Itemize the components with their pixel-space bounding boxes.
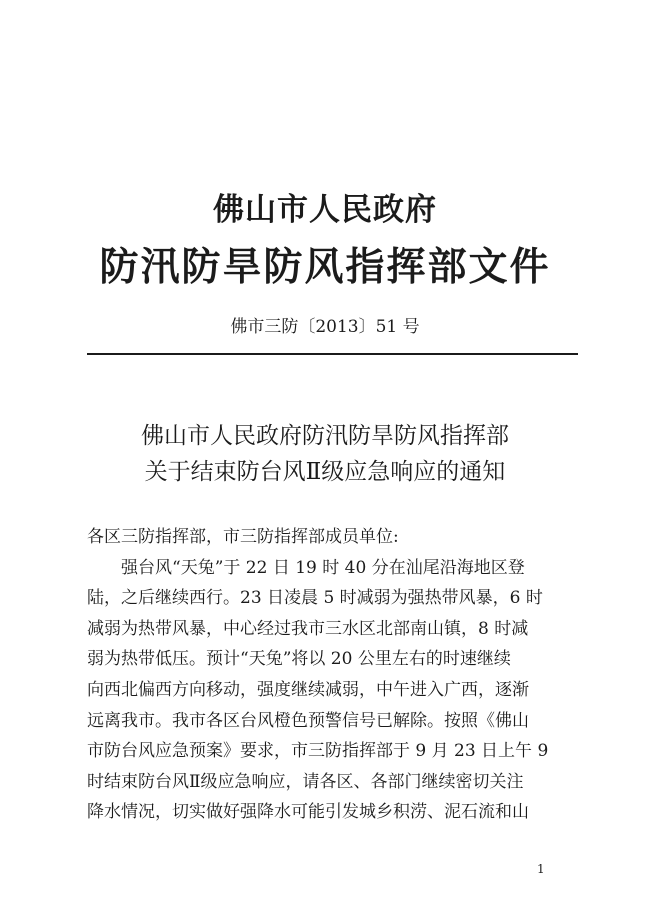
document-type-heading: 防汛防旱防风指挥部文件 xyxy=(99,245,551,290)
body-line: 弱为热带低压。预计“天兔”将以 20 公里左右的时速继续 xyxy=(87,649,511,670)
body-line: 远离我市。我市各区台风橙色预警信号已解除。按照《佛山 xyxy=(87,710,529,731)
notice-title-line-1: 佛山市人民政府防汛防旱防风指挥部 xyxy=(141,423,509,449)
salutation: 各区三防指挥部，市三防指挥部成员单位: xyxy=(87,527,399,547)
document-number: 佛市三防〔2013〕51 号 xyxy=(230,317,420,337)
header-divider xyxy=(87,353,578,355)
issuer-name: 佛山市人民政府 xyxy=(213,192,437,228)
body-line: 减弱为热带风暴，中心经过我市三水区北部南山镇，8 时减 xyxy=(87,618,529,639)
notice-title-line-2: 关于结束防台风Ⅱ级应急响应的通知 xyxy=(144,459,506,485)
body-line: 向西北偏西方向移动，强度继续减弱，中午进入广西，逐渐 xyxy=(87,679,529,700)
notice-title xyxy=(0,418,650,490)
body-line: 强台风“天兔”于 22 日 19 时 40 分在汕尾沿海地区登 xyxy=(121,557,525,578)
body-line: 时结束防台风Ⅱ级应急响应，请各区、各部门继续密切关注 xyxy=(87,771,524,792)
body-line: 降水情况，切实做好强降水可能引发城乡积涝、泥石流和山 xyxy=(87,802,529,823)
body-line: 陆，之后继续西行。23 日凌晨 5 时减弱为强热带风暴，6 时 xyxy=(87,588,543,609)
body-line: 市防台风应急预案》要求，市三防指挥部于 9 月 23 日上午 9 xyxy=(87,741,549,762)
page-number: 1 xyxy=(537,862,545,876)
notice-body xyxy=(87,522,557,828)
